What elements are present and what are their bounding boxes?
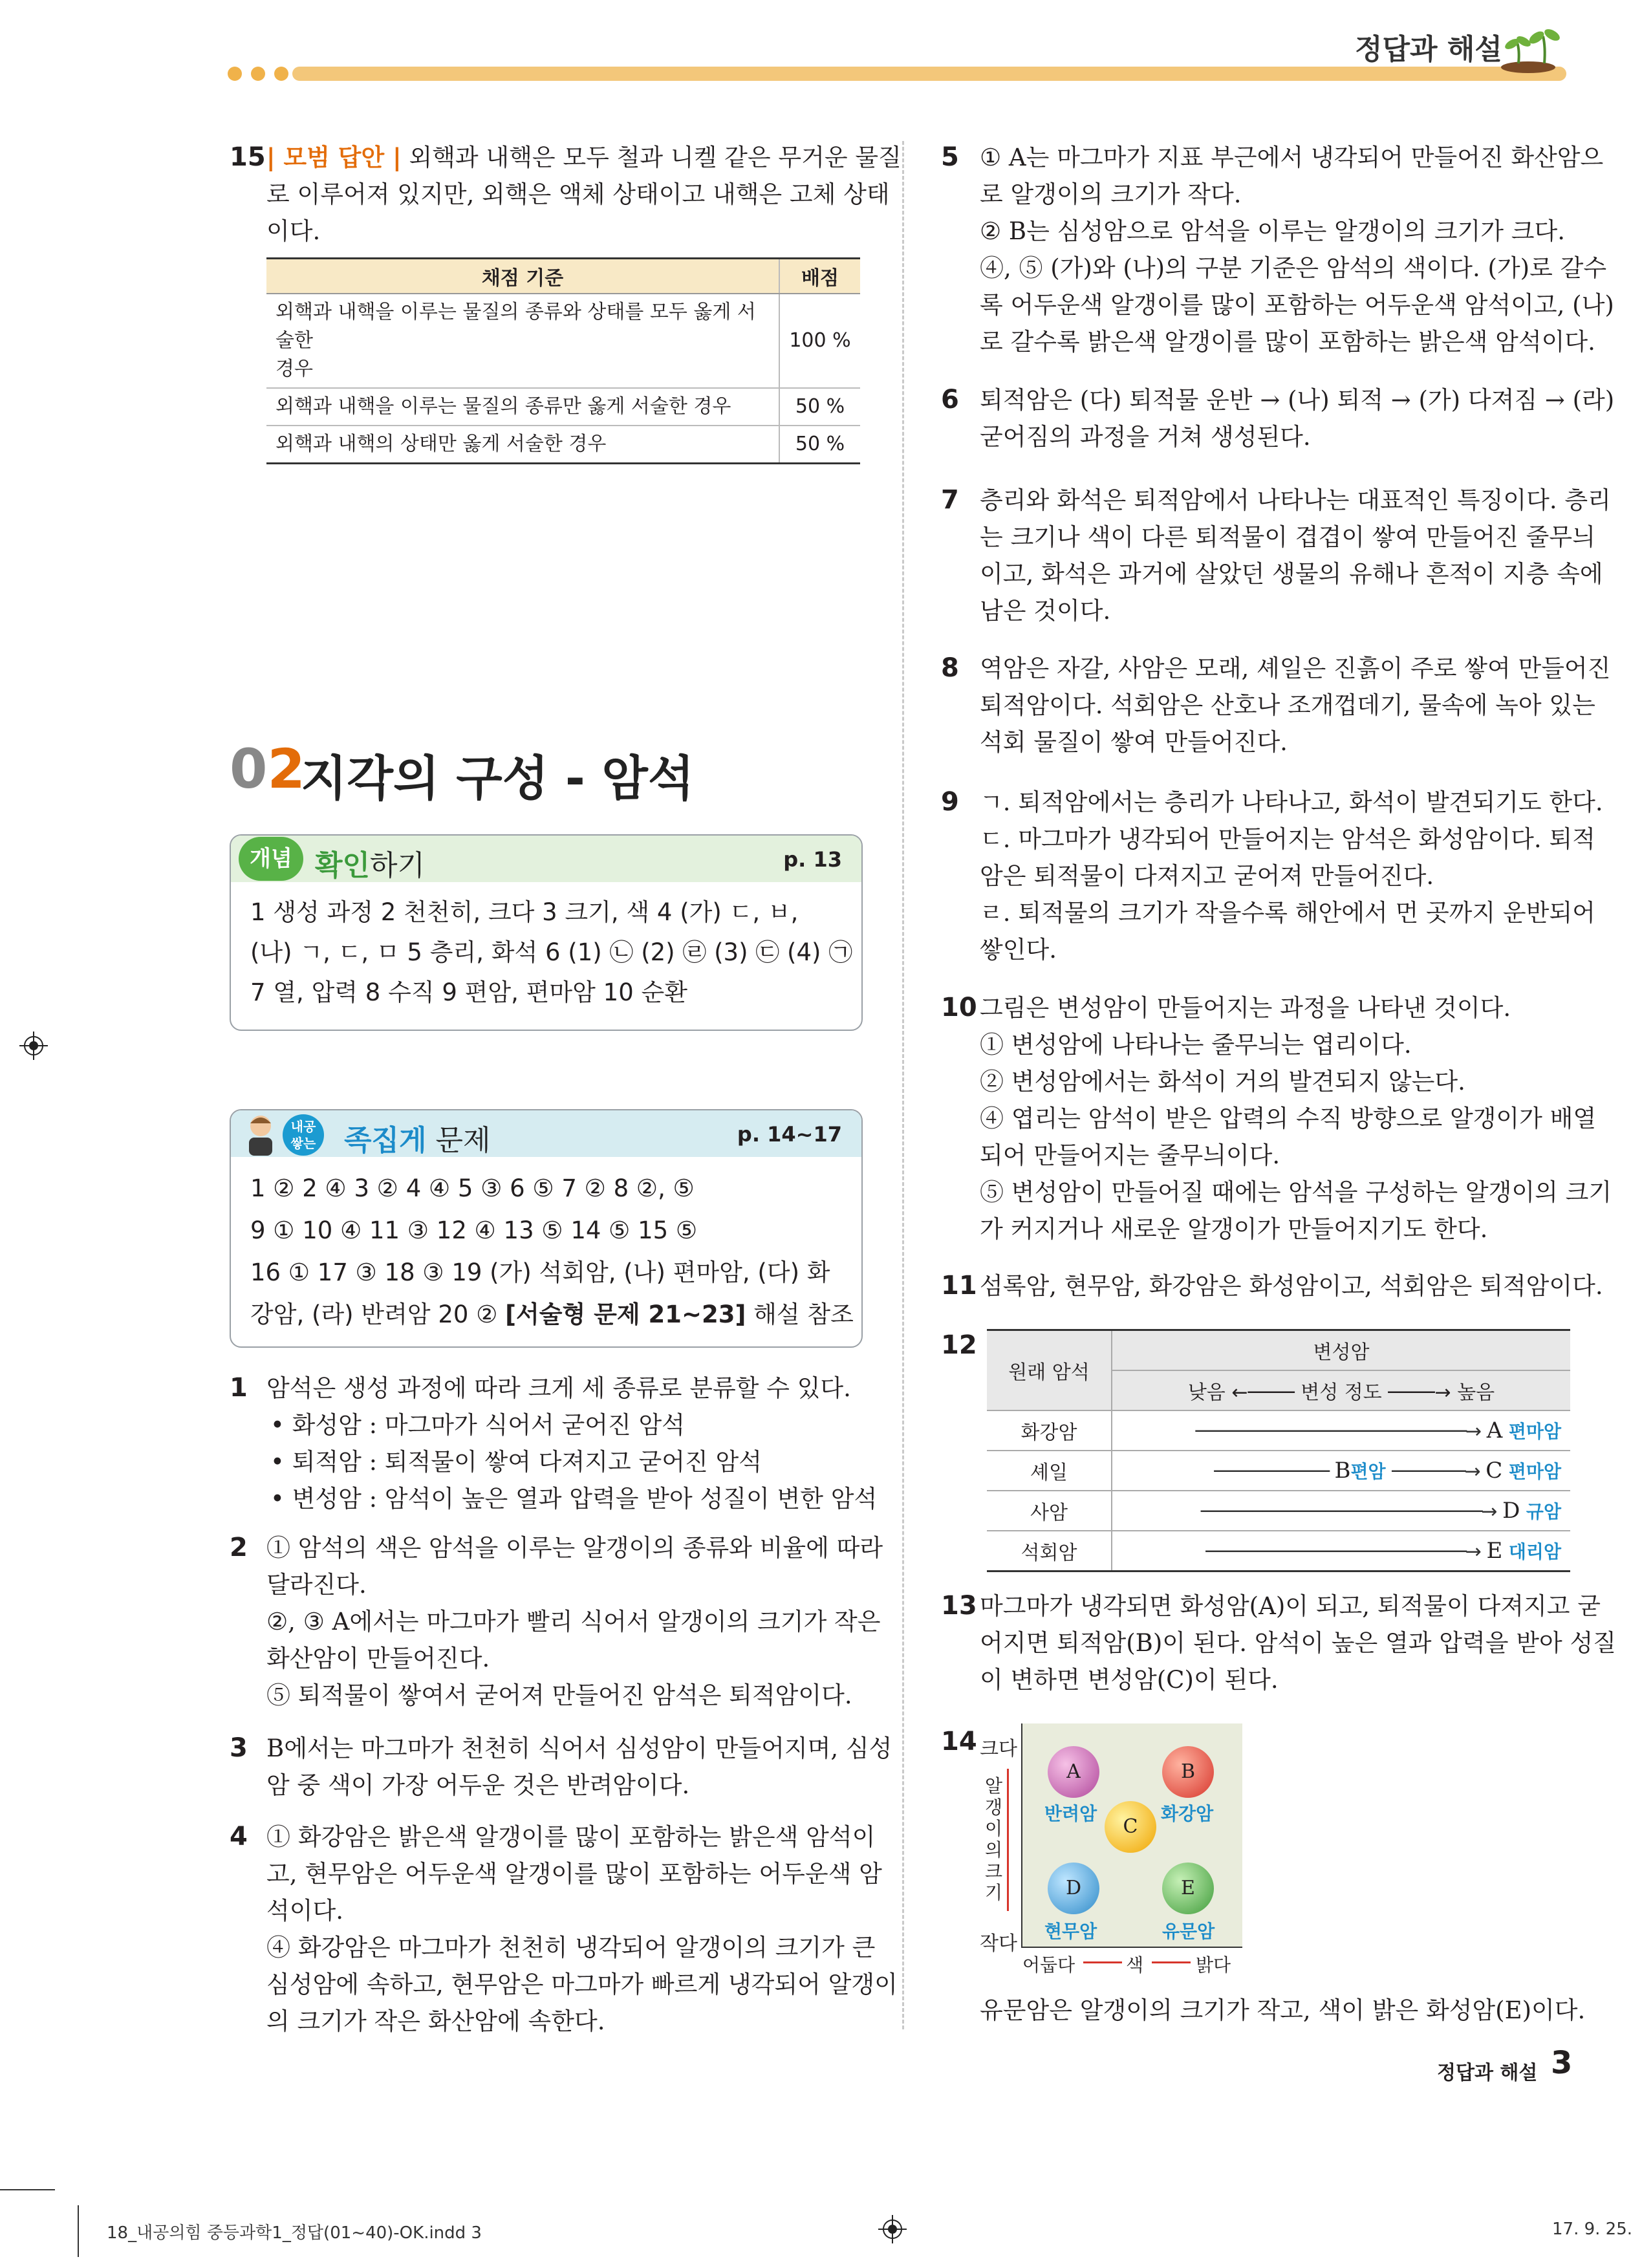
a8-line3: 석회 물질이 쌓여 만들어진다.: [980, 728, 1288, 756]
circle-b: B: [1162, 1746, 1214, 1798]
a9-number: 9: [941, 787, 959, 817]
a6-number: 6: [941, 385, 959, 415]
a4-line1: ① 화강암은 밝은색 알갱이를 많이 포함하는 밝은색 암석이: [266, 1823, 876, 1851]
a13-number: 13: [941, 1591, 977, 1621]
a10-line3: ② 변성암에서는 화석이 거의 발견되지 않는다.: [980, 1068, 1465, 1096]
a4-line3: 석이다.: [266, 1897, 343, 1925]
a11-line1: 섬록암, 현무암, 화강암은 화성암이고, 석회암은 퇴적암이다.: [980, 1272, 1603, 1300]
a2-line1: ① 암석의 색은 암석을 이루는 알갱이의 종류와 비율에 따라: [266, 1534, 883, 1562]
table-row-arrow: ──────────────────────────→ A 편마암: [1112, 1410, 1570, 1451]
a7-line3: 이고, 화석은 과거에 살았던 생물의 유해나 흔적이 지층 속에: [980, 560, 1603, 588]
scoring-row-2: 외핵과 내핵을 이루는 물질의 종류만 옳게 서술한 경우: [266, 388, 779, 426]
a1-line1: 암석은 생성 과정에 따라 크게 세 종류로 분류할 수 있다.: [266, 1374, 851, 1402]
a1-line3: • 퇴적암 : 퇴적물이 쌓여 다져지고 굳어진 암석: [270, 1448, 762, 1476]
footer-file: 18_내공의힘 중등과학1_정답(01~40)-OK.indd 3: [107, 2223, 482, 2243]
table-row-rock: 셰일: [987, 1451, 1112, 1491]
scoring-row-1-points: 100 %: [779, 294, 860, 388]
x-right-label: 밝다: [1196, 1954, 1231, 1976]
a7-line1: 층리와 화석은 퇴적암에서 나타나는 대표적인 특징이다. 층리: [980, 486, 1611, 514]
a4-line4: ④ 화강암은 마그마가 천천히 냉각되어 알갱이의 크기가 큰: [266, 1934, 876, 1961]
problems-line-4: 강암, (라) 반려암 20 ② [서술형 문제 21~23] 해설 참조: [250, 1301, 854, 1328]
q15-line2: 로 이루어져 있지만, 외핵은 액체 상태이고 내핵은 고체 상태: [266, 180, 890, 208]
character-icon: [237, 1110, 284, 1157]
concept-page: p. 13: [783, 847, 842, 872]
a5-line3: ② B는 심성암으로 암석을 이루는 알갱이의 크기가 크다.: [980, 217, 1566, 245]
header-dot-1: [228, 67, 242, 81]
q15-line1: [266, 139, 902, 176]
a9-line1: ㄱ. 퇴적암에서는 층리가 나타나고, 화석이 발견되기도 한다.: [980, 788, 1603, 816]
section-number: 02: [230, 737, 305, 801]
a5-line6: 로 갈수록 밝은색 알갱이를 많이 포함하는 밝은색 암석이다.: [980, 328, 1595, 356]
concept-line-3: 7 열, 압력 8 수직 9 편암, 편마암 10 순환: [250, 978, 687, 1006]
x-axis-arrow-left: [1083, 1961, 1122, 1963]
table-row-rock: 화강암: [987, 1410, 1112, 1451]
a7-line4: 남은 것이다.: [980, 597, 1111, 625]
registration-mark-left: [19, 1031, 48, 1060]
a6-line2: 굳어짐의 과정을 거쳐 생성된다.: [980, 423, 1311, 451]
a10-line1: 그림은 변성암이 만들어지는 과정을 나타낸 것이다.: [980, 994, 1511, 1022]
scoring-row-3: 외핵과 내핵의 상태만 옳게 서술한 경우: [266, 426, 779, 464]
x-left-label: 어둡다: [1022, 1954, 1075, 1976]
circle-e: E: [1162, 1863, 1214, 1914]
y-bottom-label: 작다: [980, 1932, 1017, 1955]
table-row-arrow: ─────────── B편암 ───────→ C 편마암: [1112, 1451, 1570, 1491]
registration-mark-bottom: [878, 2215, 907, 2243]
a9-line4: ㄹ. 퇴적물의 크기가 작을수록 해안에서 먼 곳까지 운반되어: [980, 899, 1595, 927]
a5-line4: ④, ⑤ (가)와 (나)의 구분 기준은 암석의 색이다. (가)로 갈수: [980, 254, 1607, 282]
circle-a: A: [1048, 1746, 1099, 1798]
circle-d: D: [1048, 1863, 1099, 1914]
a10-line7: 가 커지거나 새로운 알갱이가 만들어지기도 한다.: [980, 1215, 1488, 1243]
a8-line1: 역암은 자갈, 사암은 모래, 셰일은 진흙이 주로 쌓여 만들어진: [980, 654, 1611, 682]
y-axis-arrow: [1007, 1769, 1009, 1911]
sprout-icon: [1499, 25, 1570, 73]
q15-tag: | 모범 답안 |: [266, 144, 402, 171]
problems-line-1: 1 ② 2 ④ 3 ② 4 ④ 5 ③ 6 ⑤ 7 ② 8 ②, ⑤: [250, 1174, 695, 1202]
header-bar: [292, 67, 1566, 81]
header-dot-3: [274, 67, 288, 81]
a11-number: 11: [941, 1271, 977, 1301]
a14-number: 14: [941, 1727, 977, 1756]
table-row-rock: 석회암: [987, 1531, 1112, 1571]
a5-line5: 록 어두운색 알갱이를 많이 포함하는 어두운색 암석이고, (나): [980, 291, 1614, 319]
a13-line3: 이 변하면 변성암(C)이 된다.: [980, 1666, 1279, 1694]
page-label: 정답과 해설: [1437, 2062, 1538, 2084]
table-header-degree: 낮음 ←──── 변성 정도 ────→ 높음: [1112, 1370, 1570, 1410]
q15-number: 15: [230, 142, 266, 172]
concept-badge: 개념: [239, 837, 303, 881]
concept-line-1: 1 생성 과정 2 천천히, 크다 3 크기, 색 4 (가) ㄷ, ㅂ,: [250, 898, 799, 926]
table-header-original: 원래 암석: [987, 1330, 1112, 1411]
a1-line4: • 변성암 : 암석이 높은 열과 압력을 받아 성질이 변한 암석: [270, 1485, 878, 1513]
a10-line4: ④ 엽리는 암석이 받은 압력의 수직 방향으로 알갱이가 배열: [980, 1105, 1597, 1132]
a12-number: 12: [941, 1330, 977, 1360]
a8-line2: 퇴적암이다. 석회암은 산호나 조개껍데기, 물속에 녹아 있는: [980, 691, 1595, 719]
problems-line-2: 9 ① 10 ④ 11 ③ 12 ④ 13 ⑤ 14 ⑤ 15 ⑤: [250, 1216, 698, 1244]
a7-number: 7: [941, 485, 959, 515]
problems-badge: 내공 쌓는: [283, 1114, 324, 1156]
label-b: 화강암: [1161, 1803, 1214, 1824]
q15-text1: 외핵과 내핵은 모두 철과 니켈 같은 무거운 물질: [409, 144, 902, 171]
a10-line6: ⑤ 변성암이 만들어질 때에는 암석을 구성하는 알갱이의 크기: [980, 1178, 1612, 1206]
crop-mark-v: [78, 2205, 79, 2257]
a3-number: 3: [230, 1733, 248, 1763]
a2-line3: ②, ③ A에서는 마그마가 빨리 식어서 알갱이의 크기가 작은: [266, 1608, 881, 1636]
rock-diagram: [980, 1723, 1251, 2002]
footer-date: 17. 9. 25.: [1552, 2219, 1633, 2239]
a6-line1: 퇴적암은 (다) 퇴적물 운반 → (나) 퇴적 → (가) 다져짐 → (라): [980, 386, 1615, 414]
q15-line3: 이다.: [266, 217, 321, 245]
page-number: 3: [1551, 2045, 1573, 2081]
problems-title: 족집게 문제: [344, 1124, 491, 1157]
a2-number: 2: [230, 1533, 248, 1562]
a9-line3: 암은 퇴적물이 다져지고 굳어져 만들어진다.: [980, 862, 1434, 890]
table-row-arrow: ─────────────────────────→ E 대리암: [1112, 1531, 1570, 1571]
section-title: 지각의 구성 - 암석: [301, 751, 695, 806]
a1-number: 1: [230, 1373, 248, 1403]
problems-page: p. 14~17: [737, 1122, 842, 1147]
a2-line5: ⑤ 퇴적물이 쌓여서 굳어져 만들어진 암석은 퇴적암이다.: [266, 1681, 852, 1709]
scoring-row-3-points: 50 %: [779, 426, 860, 464]
a7-line2: 는 크기나 색이 다른 퇴적물이 겹겹이 쌓여 만들어진 줄무늬: [980, 523, 1595, 551]
concept-title: 확인하기: [315, 849, 426, 882]
a5-line2: 로 알갱이의 크기가 작다.: [980, 180, 1242, 208]
a9-line5: 쌓인다.: [980, 936, 1057, 964]
a10-line5: 되어 만들어지는 줄무늬이다.: [980, 1141, 1280, 1169]
header-dot-2: [251, 67, 265, 81]
a4-line5: 심성암에 속하고, 현무암은 마그마가 빠르게 냉각되어 알갱이: [266, 1971, 898, 1998]
y-axis-label: 알갱이의크기: [985, 1775, 1003, 1903]
table-header-metamorphic: 변성암: [1112, 1330, 1570, 1371]
a4-line2: 고, 현무암은 어두운색 알갱이를 많이 포함하는 어두운색 암: [266, 1860, 882, 1888]
problems-line-3: 16 ① 17 ③ 18 ③ 19 (가) 석회암, (나) 편마암, (다) 화: [250, 1258, 830, 1286]
concept-check-box: [230, 834, 863, 1031]
scoring-table: [266, 257, 860, 464]
crop-mark-h: [0, 2189, 55, 2190]
a3-line2: 암 중 색이 가장 어두운 것은 반려암이다.: [266, 1771, 690, 1799]
problems-box: [230, 1109, 863, 1348]
label-a: 반려암: [1044, 1803, 1097, 1824]
a14-line1: 유문암은 알갱이의 크기가 작고, 색이 밝은 화성암(E)이다.: [980, 1996, 1586, 2024]
label-d: 현무암: [1044, 1921, 1097, 1942]
a13-line2: 어지면 퇴적암(B)이 된다. 암석이 높은 열과 압력을 받아 성질: [980, 1629, 1616, 1657]
header-title: 정답과 해설: [1355, 33, 1502, 66]
a1-line2: • 화성암 : 마그마가 식어서 굳어진 암석: [270, 1411, 685, 1439]
x-mid-label: 색: [1126, 1954, 1144, 1976]
x-axis-arrow-right: [1152, 1961, 1191, 1963]
a2-line4: 화산암이 만들어진다.: [266, 1645, 490, 1672]
a5-line1: ① A는 마그마가 지표 부근에서 냉각되어 만들어진 화산암으: [980, 144, 1604, 171]
table-row-arrow: ───────────────────────────→ D 규암: [1112, 1491, 1570, 1531]
a3-line1: B에서는 마그마가 천천히 식어서 심성암이 만들어지며, 심성: [266, 1734, 892, 1762]
a10-line2: ① 변성암에 나타나는 줄무늬는 엽리이다.: [980, 1031, 1412, 1059]
y-top-label: 크다: [980, 1738, 1017, 1760]
scoring-header-points: 배점: [779, 259, 860, 294]
a4-number: 4: [230, 1822, 248, 1852]
table-row-rock: 사암: [987, 1491, 1112, 1531]
a4-line6: 의 크기가 작은 화산암에 속한다.: [266, 2007, 605, 2035]
column-divider: [902, 141, 904, 2029]
a13-line1: 마그마가 냉각되면 화성암(A)이 되고, 퇴적물이 다져지고 굳: [980, 1592, 1601, 1620]
concept-line-2: (나) ㄱ, ㄷ, ㅁ 5 층리, 화석 6 (1) ㉡ (2) ㉣ (3) ㉢ (4) ㉠: [250, 938, 853, 966]
a5-number: 5: [941, 142, 959, 172]
a10-number: 10: [941, 993, 977, 1022]
label-e: 유문암: [1162, 1921, 1215, 1942]
a2-line2: 달라진다.: [266, 1571, 367, 1599]
circle-c: C: [1105, 1801, 1156, 1853]
scoring-row-2-points: 50 %: [779, 388, 860, 426]
metamorphic-table: [987, 1329, 1570, 1572]
scoring-header-criteria: 채점 기준: [266, 259, 779, 294]
a9-line2: ㄷ. 마그마가 냉각되어 만들어지는 암석은 화성암이다. 퇴적: [980, 825, 1595, 853]
a8-number: 8: [941, 653, 959, 683]
scoring-row-1: 외핵과 내핵을 이루는 물질의 종류와 상태를 모두 옳게 서술한 경우: [266, 294, 779, 388]
